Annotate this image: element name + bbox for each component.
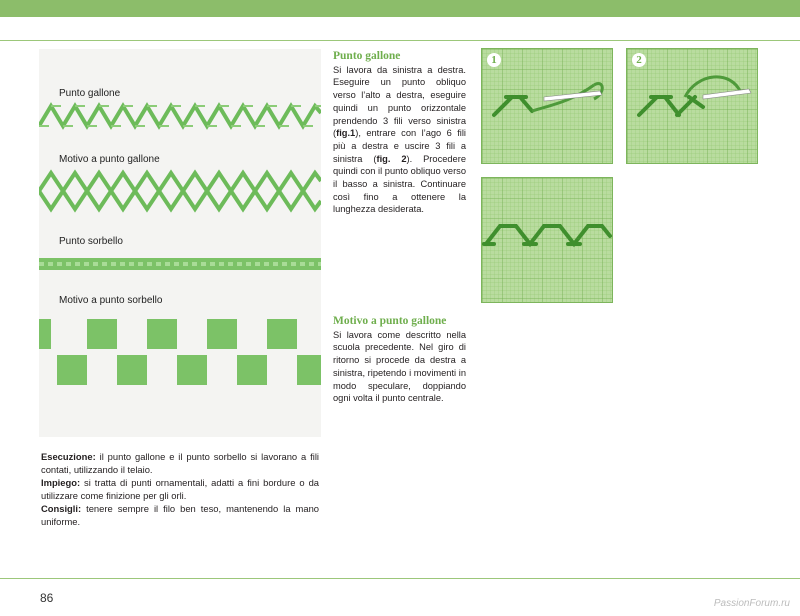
figure-result	[481, 177, 613, 303]
caption-esecuzione-label: Esecuzione:	[41, 451, 96, 462]
caption-consigli-text: tenere sempre il filo ben teso, mantenendo la mano uniforme.	[41, 503, 319, 527]
section-motivo-gallone	[333, 315, 466, 405]
text-part-1: Si lavora da sinistra a destra. Eseguire un punto obliquo verso l’alto a destra, eseguire quindi un punto orizzontale prendendo 3 fili verso sinistra (	[333, 64, 466, 139]
caption-impiego	[41, 476, 319, 502]
caption-consigli	[41, 502, 319, 528]
section-motivo-gallone-text: Si lavora come descritto nella scuola precedente. Nel giro di ritorno si procede da destra a sinistra, ripetendo i movimenti in modo speculare, doppiando ogni volta il punto centrale.	[333, 329, 466, 404]
text-part-2: ), entrare con l’ago 6 fili più a destra e uscire 3 fili a sinistra (	[333, 128, 466, 164]
section-punto-gallone-title: Punto gallone	[333, 50, 401, 62]
section-motivo-gallone-title: Motivo a punto gallone	[333, 315, 447, 327]
motivo-gallone-band	[39, 169, 321, 214]
photo-label-punto-gallone: Punto gallone	[59, 88, 121, 99]
fig2-ref: fig. 2	[376, 153, 407, 164]
watermark: PassionForum.ru	[713, 598, 790, 609]
gallone-band	[39, 101, 321, 131]
figure-1-number: 1	[487, 53, 501, 67]
caption-esecuzione	[41, 450, 319, 476]
text-part-3: ). Procedere quindi con il punto obliquo verso il basso a sinistra. Continuare così fino a ottenere la lunghezza desiderata.	[333, 153, 466, 215]
embroidery-photo	[39, 49, 321, 437]
caption-consigli-label: Consigli:	[41, 503, 82, 514]
instructions-captions	[41, 450, 319, 528]
fig1-ref: fig.1	[336, 128, 356, 139]
photo-label-motivo-gallone: Motivo a punto gallone	[59, 154, 160, 165]
figure-2-number: 2	[632, 53, 646, 67]
caption-impiego-text: si tratta di punti ornamentali, adatti a fini bordure o da utilizzare come finizione per gli orli.	[41, 477, 319, 501]
footer-rule	[0, 578, 800, 579]
top-color-bar	[0, 0, 800, 17]
motivo-sorbello-band	[39, 317, 321, 392]
page-number: 86	[40, 591, 54, 605]
section-punto-gallone	[333, 50, 466, 216]
caption-impiego-label: Impiego:	[41, 477, 81, 488]
section-punto-gallone-text	[333, 64, 466, 216]
figure-2	[626, 48, 758, 164]
header-rule	[0, 40, 800, 41]
caption-esecuzione-text: il punto gallone e il punto sorbello si lavorano a fili contati, utilizzando il telaio.	[41, 451, 319, 475]
figure-1	[481, 48, 613, 164]
photo-label-punto-sorbello: Punto sorbello	[59, 236, 123, 247]
photo-label-motivo-sorbello: Motivo a punto sorbello	[59, 295, 163, 306]
sorbello-band	[39, 254, 321, 274]
